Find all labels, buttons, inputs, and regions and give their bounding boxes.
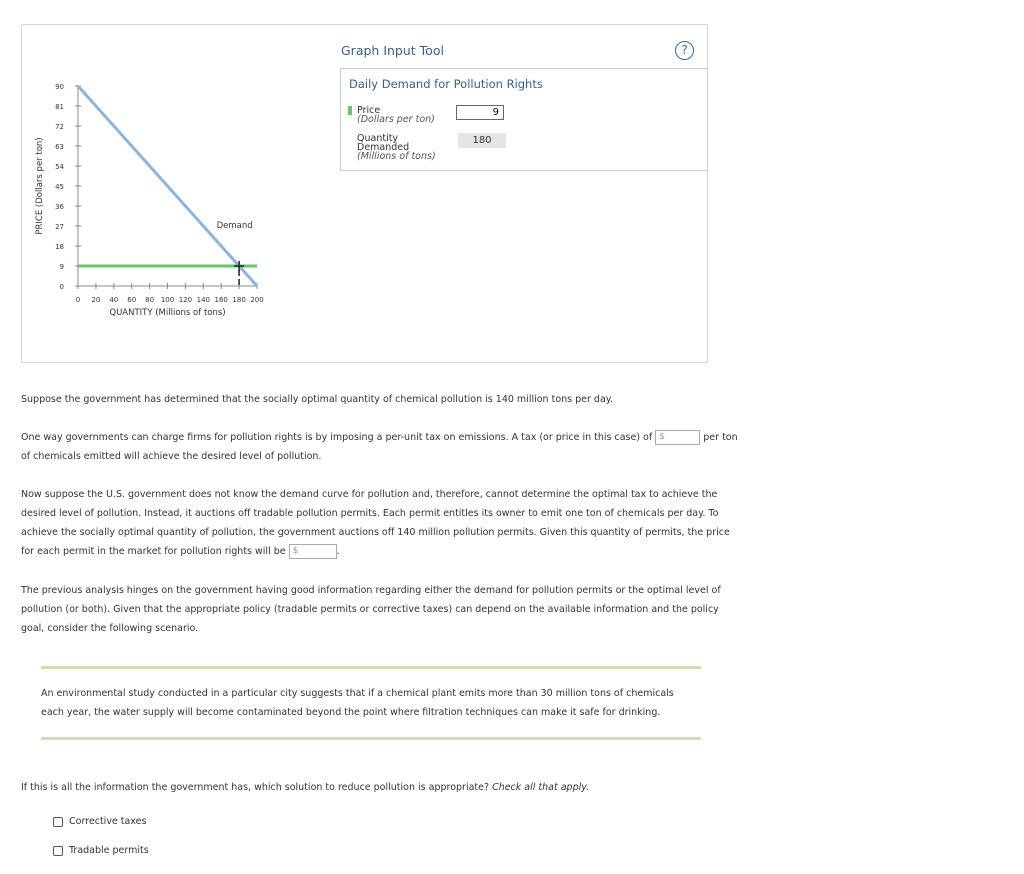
paragraph-information — [21, 581, 721, 638]
quantity-label — [357, 134, 436, 161]
y-tick-label: 9 — [59, 263, 64, 271]
x-axis-label: QUANTITY (Millions of tons) — [109, 308, 226, 318]
paragraph-permits — [21, 485, 730, 561]
tax-unit-text: per ton — [703, 432, 738, 443]
x-tick-label: 140 — [196, 296, 210, 304]
x-tick-label: 60 — [127, 296, 137, 304]
price-unit: (Dollars per ton) — [357, 114, 435, 125]
x-tick-label: 200 — [250, 296, 264, 304]
permit-price-input[interactable]: $ — [289, 544, 337, 559]
scenario-bottom-rule — [41, 737, 701, 740]
tax-text-end: of chemicals emitted will achieve the desired level of pollution. — [21, 451, 322, 462]
question-instruction: Check all that apply. — [492, 782, 590, 793]
y-tick-label: 18 — [55, 243, 64, 251]
x-tick-label: 180 — [232, 296, 246, 304]
price-input[interactable] — [456, 105, 504, 120]
y-tick-label: 27 — [55, 223, 64, 231]
y-tick-label: 36 — [55, 203, 64, 211]
x-tick-label: 120 — [178, 296, 193, 304]
y-tick-label: 45 — [55, 183, 64, 191]
scenario-box-text — [41, 684, 674, 722]
scenario-top-rule — [41, 666, 701, 669]
checkbox-tradable-permits[interactable] — [53, 846, 63, 856]
x-tick-label: 0 — [75, 296, 81, 304]
permits-line4: for each permit in the market for pollution rights will be — [21, 546, 286, 557]
graph-input-table — [340, 68, 708, 171]
price-label — [357, 106, 435, 124]
x-tick-label: 40 — [109, 296, 119, 304]
checkbox-corrective-taxes[interactable] — [53, 817, 63, 827]
x-tick-label: 80 — [145, 296, 155, 304]
help-icon[interactable]: ? — [675, 41, 694, 60]
quantity-label-line1: Quantity — [357, 133, 399, 144]
information-line2: pollution (or both). Given that the appropriate policy (tradable permits or corrective taxes) can depend on the available information and the policy — [21, 604, 719, 615]
information-line1: The previous analysis hinges on the government having good information regarding either the demand for pollution permits or the optimal level of — [21, 585, 721, 596]
y-tick-label: 0 — [59, 283, 64, 291]
question-text — [21, 778, 589, 797]
y-tick-label: 54 — [55, 163, 64, 171]
y-tick-label: 90 — [55, 83, 64, 91]
graph-panel — [21, 24, 708, 363]
y-tick-label: 63 — [55, 143, 64, 151]
quantity-label-line2: Demanded — [357, 142, 410, 153]
option-label-tradable-permits: Tradable permits — [69, 845, 149, 856]
demand-curve — [78, 86, 257, 286]
option-label-corrective-taxes: Corrective taxes — [69, 816, 147, 827]
scenario-line2: each year, the water supply will become contaminated beyond the point where filtration techniques can make it safe for drinking. — [41, 707, 661, 718]
question-main: If this is all the information the government has, which solution to reduce pollution is appropriate? — [21, 782, 490, 793]
quantity-unit: (Millions of tons) — [357, 151, 436, 162]
permits-line1: Now suppose the U.S. government does not know the demand curve for pollution and, therefore, cannot determine the optimal tax to achieve the — [21, 489, 718, 500]
tax-text: One way governments can charge firms for pollution rights is by imposing a per-unit tax on emissions. A tax (or price in this case) of — [21, 432, 653, 443]
permits-line2: desired level of pollution. Instead, it auctions off tradable pollution permits. Each permit entitles its owner to emit one ton of chemicals per day. To — [21, 508, 719, 519]
y-tick-label: 72 — [55, 123, 64, 131]
x-tick-label: 20 — [91, 296, 101, 304]
price-label-text: Price — [357, 105, 381, 116]
scenario-line1: An environmental study conducted in a particular city suggests that if a chemical plant emits more than 30 million tons of chemicals — [41, 688, 674, 699]
paragraph-tax — [21, 428, 761, 466]
y-axis-label: PRICE (Dollars per ton) — [35, 137, 45, 235]
option-corrective-taxes[interactable] — [53, 816, 146, 827]
quantity-value: 180 — [458, 133, 506, 148]
option-tradable-permits[interactable] — [53, 845, 149, 856]
demand-curve-label: Demand — [216, 221, 253, 232]
graph-input-tool-title: Graph Input Tool — [341, 43, 444, 58]
paragraph-optimal-quantity: Suppose the government has determined that the socially optimal quantity of chemical pollution is 140 million tons per day. — [21, 394, 614, 405]
information-line3: goal, consider the following scenario. — [21, 623, 199, 634]
x-tick-label: 160 — [214, 296, 228, 304]
permits-period: . — [336, 546, 340, 557]
y-tick-label: 81 — [55, 103, 64, 111]
tax-answer-input[interactable]: $ — [655, 430, 700, 445]
price-legend-swatch — [348, 106, 352, 115]
permits-line3: achieve the socially optimal quantity of pollution, the government auctions off 140 million pollution permits. Given this quantity of permits, the price — [21, 527, 730, 538]
x-tick-label: 100 — [160, 296, 175, 304]
demand-chart[interactable] — [22, 25, 322, 355]
table-subtitle: Daily Demand for Pollution Rights — [349, 77, 543, 91]
